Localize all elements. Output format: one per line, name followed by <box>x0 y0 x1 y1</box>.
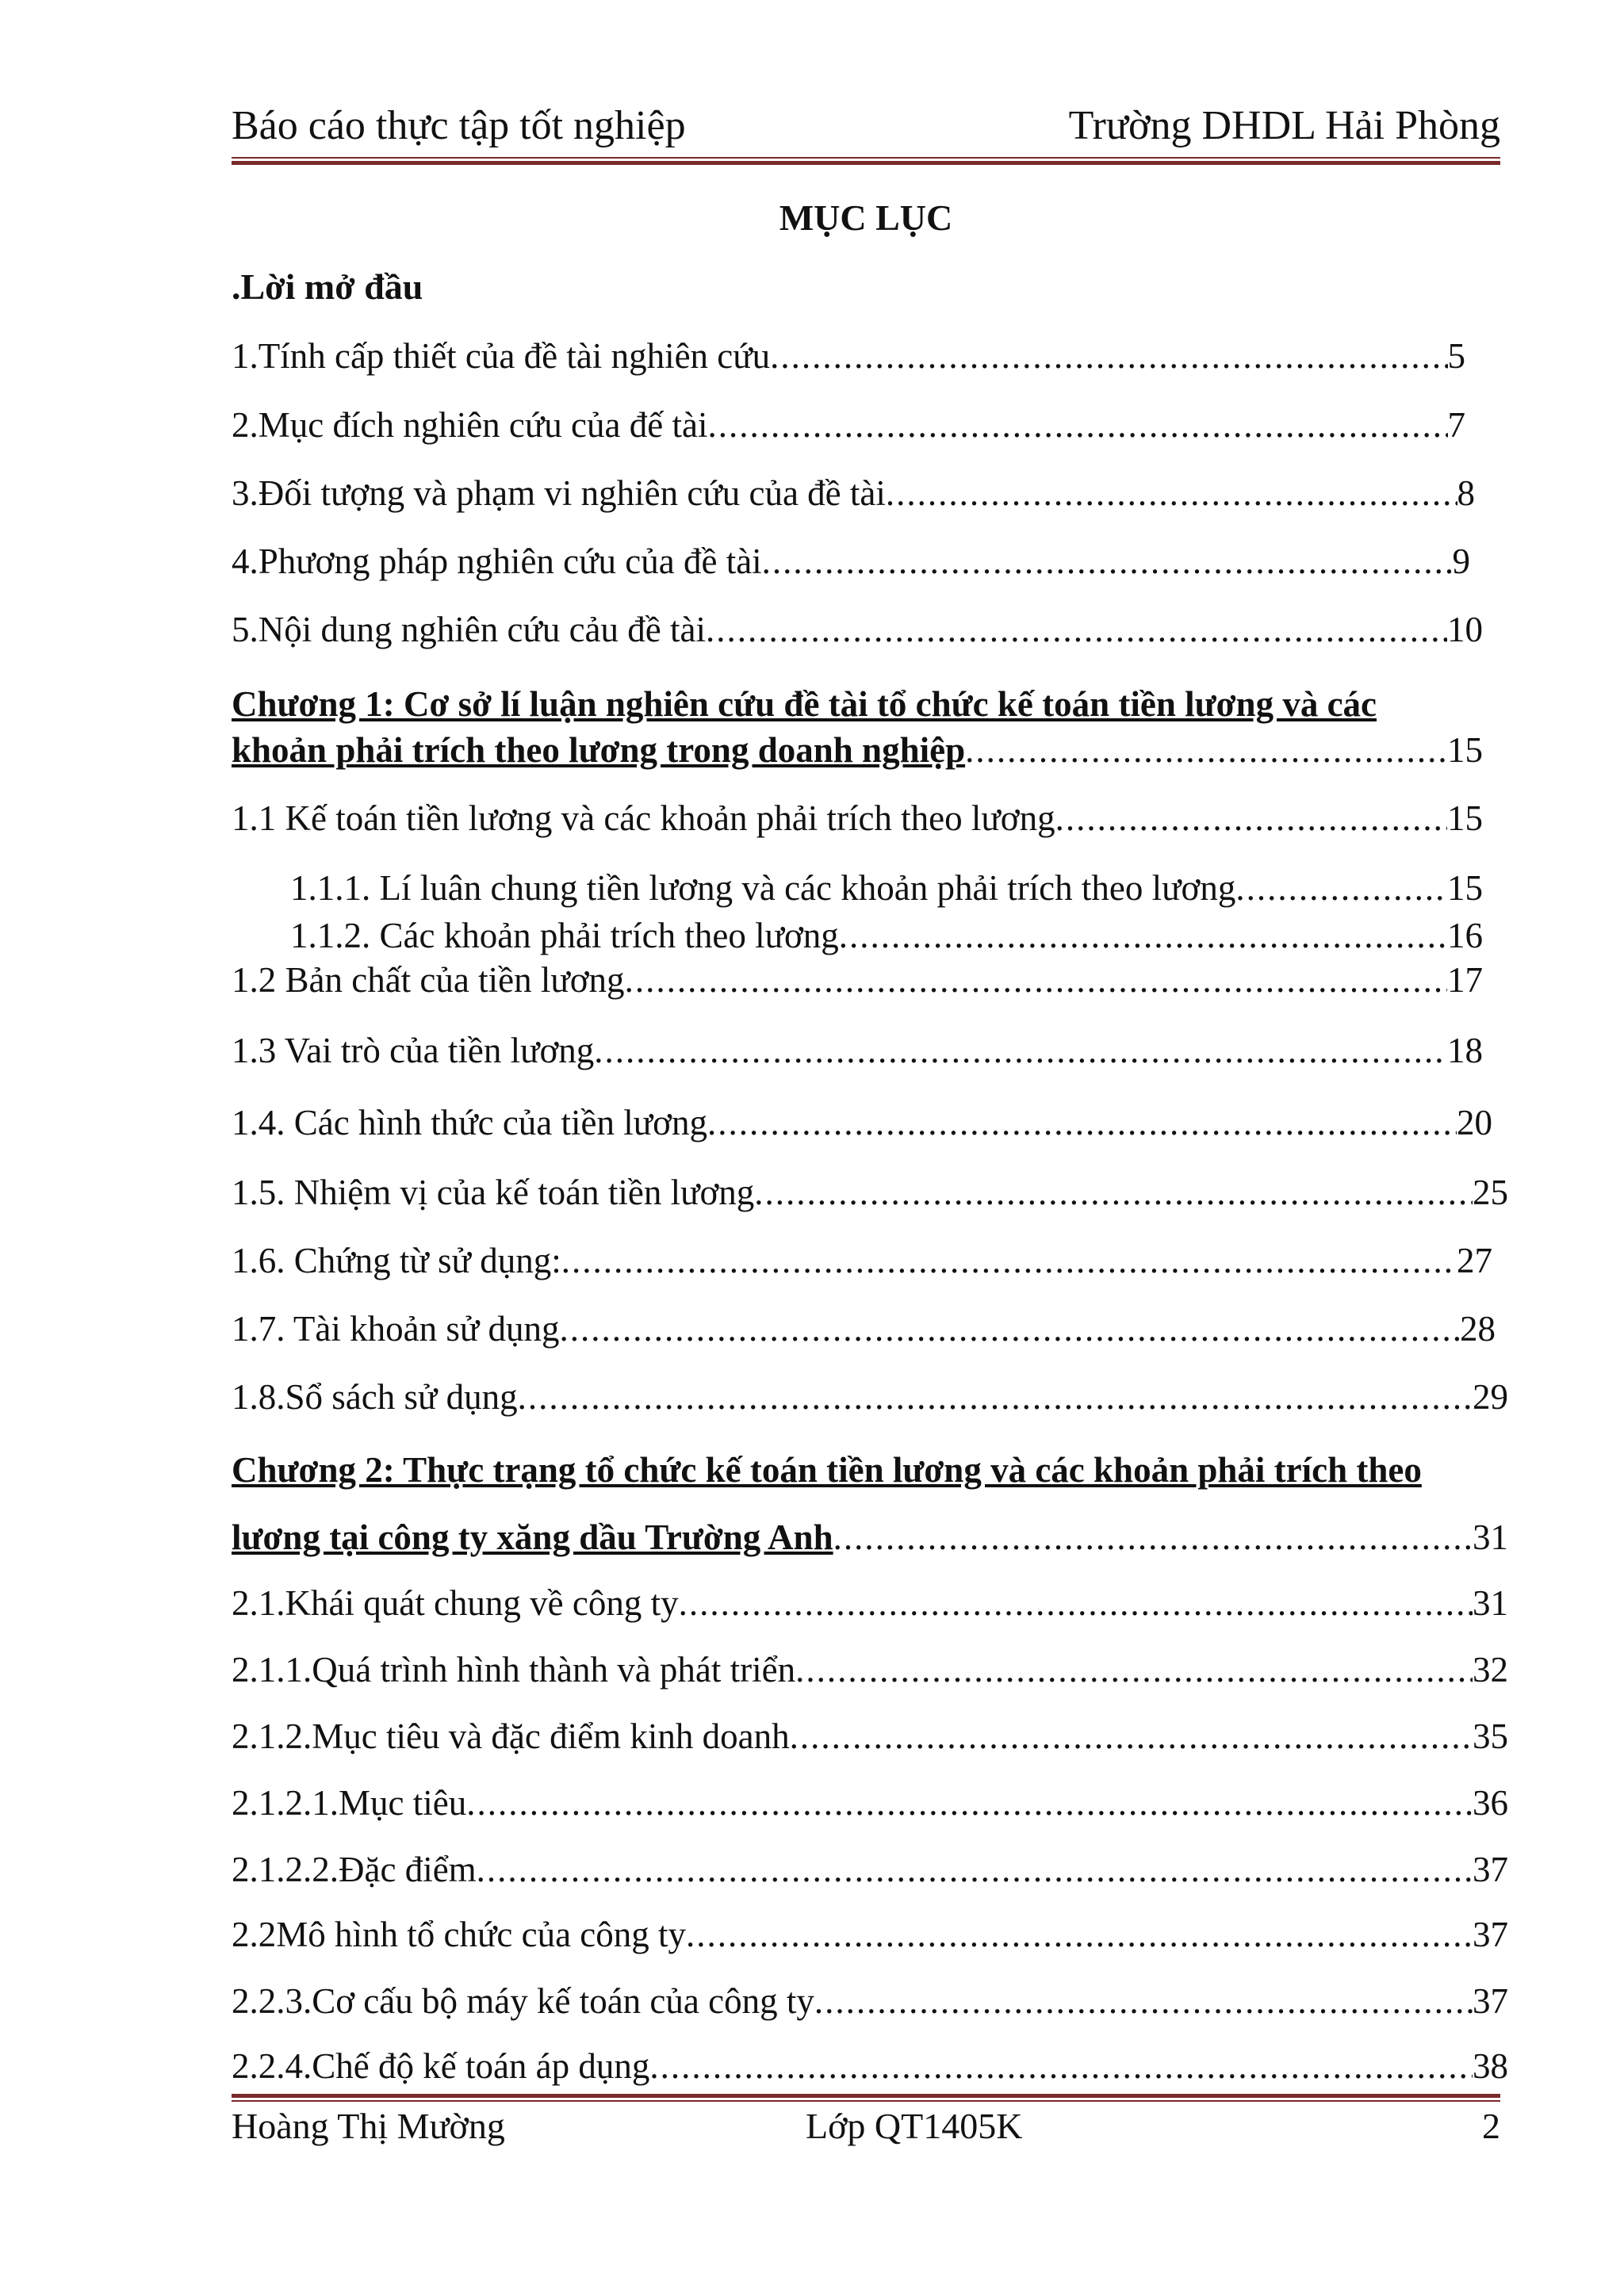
toc-entry-page: 37 <box>1473 1915 1508 1954</box>
header-school-name: Trường DHDL Hải Phòng <box>1068 103 1500 148</box>
toc-entry-label: 2.2.3.Cơ cấu bộ máy kế toán của công ty <box>232 1981 814 2021</box>
chapter-heading-entry <box>232 1517 1508 1558</box>
toc-entry-label: 2.1.Khái quát chung về công ty <box>232 1583 679 1623</box>
toc-leader-dots <box>762 541 1453 582</box>
toc-leader-dots <box>1235 867 1447 909</box>
toc-leader-dots <box>754 1172 1473 1213</box>
toc-leader-dots <box>518 1376 1473 1418</box>
toc-entry-page: 29 <box>1473 1377 1508 1417</box>
header-report-title: Báo cáo thực tập tốt nghiệp <box>232 103 686 148</box>
toc-entry <box>232 1240 1492 1288</box>
toc-entry <box>232 1914 1508 1961</box>
toc-title: MỤC LỤC <box>779 197 953 238</box>
toc-leader-dots <box>561 1240 1457 1281</box>
toc-entry-page: 17 <box>1447 960 1483 1000</box>
toc-entry-page: 37 <box>1473 1850 1508 1889</box>
toc-entry <box>232 798 1483 845</box>
toc-entry <box>232 1308 1496 1356</box>
toc-entry-label: 5.Nội dung nghiên cứu cảu đề tài <box>232 610 706 649</box>
toc-entry-label: 2.2Mô hình tổ chức của công ty <box>232 1915 687 1954</box>
toc-leader-dots <box>790 1716 1473 1757</box>
toc-entry-page: 31 <box>1473 1517 1508 1557</box>
toc-entry-page: 18 <box>1447 1031 1483 1070</box>
toc-leader-dots <box>625 959 1447 1001</box>
toc-entry-page: 32 <box>1473 1650 1508 1689</box>
toc-entry <box>232 541 1470 588</box>
intro-heading: .Lời mở đầu <box>232 266 423 307</box>
toc-leader-dots <box>886 473 1457 514</box>
toc-leader-dots <box>679 1582 1473 1624</box>
toc-entry-label: 1.1.1. Lí luân chung tiền lương và các khoản phải trích theo lương <box>290 868 1236 908</box>
toc-entry-page: 16 <box>1447 916 1483 955</box>
toc-leader-dots <box>466 1782 1473 1823</box>
toc-leader-dots <box>814 1980 1473 2022</box>
footer-rule-thick <box>232 2094 1500 2098</box>
toc-entry <box>232 1849 1508 1896</box>
toc-entry <box>232 1649 1508 1697</box>
chapter-heading-line: lương tại công ty xăng dầu Trường Anh <box>232 1517 833 1557</box>
page-header <box>232 94 1500 157</box>
toc-entry-page: 27 <box>1457 1241 1492 1280</box>
toc-entry-label: 1.7. Tài khoản sử dụng <box>232 1309 560 1349</box>
toc-entry-label: 2.1.2.Mục tiêu và đặc điểm kinh doanh <box>232 1716 790 1756</box>
toc-entry-label: 2.Mục đích nghiên cứu của đế tài <box>232 405 708 445</box>
toc-entry-page: 35 <box>1473 1716 1508 1756</box>
toc-entry <box>232 1582 1508 1630</box>
toc-entry-page: 7 <box>1447 405 1465 445</box>
toc-entry-page: 9 <box>1452 541 1470 581</box>
toc-entry <box>232 1376 1508 1424</box>
toc-leader-dots <box>833 1517 1473 1558</box>
page-footer <box>232 2105 1500 2160</box>
toc-leader-dots <box>594 1030 1447 1071</box>
toc-entry-label: 1.Tính cấp thiết của đề tài nghiên cứu <box>232 336 771 376</box>
chapter-heading-entry <box>232 729 1483 771</box>
header-rule-thick <box>232 161 1500 165</box>
chapter-heading-line: Chương 1: Cơ sở lí luận nghiên cứu đề tài tổ chức kế toán tiền lương và các <box>232 684 1377 724</box>
toc-entry <box>290 915 1483 962</box>
toc-entry <box>232 959 1483 1007</box>
toc-entry-page: 37 <box>1473 1981 1508 2021</box>
toc-leader-dots <box>477 1849 1473 1890</box>
toc-entry-page: 10 <box>1447 610 1483 649</box>
toc-leader-dots <box>707 404 1447 446</box>
toc-entry-page: 15 <box>1447 868 1483 908</box>
footer-class-name: Lớp QT1405K <box>806 2106 1023 2146</box>
toc-entry-page: 25 <box>1473 1173 1508 1212</box>
chapter-heading-line: Chương 2: Thực trạng tổ chức kế toán tiền lương và các khoản phải trích theo <box>232 1450 1422 1490</box>
toc-entry-label: 1.1 Kế toán tiền lương và các khoản phải trích theo lương <box>232 798 1055 838</box>
toc-leader-dots <box>706 609 1447 650</box>
footer-author-name: Hoàng Thị Mường <box>232 2106 505 2146</box>
toc-entry <box>232 609 1483 656</box>
toc-entry <box>232 1716 1508 1763</box>
toc-entry-label: 1.6. Chứng từ sử dụng: <box>232 1241 561 1280</box>
toc-entry <box>232 473 1475 520</box>
toc-entry-label: 1.1.2. Các khoản phải trích theo lương <box>290 916 839 955</box>
toc-entry-page: 36 <box>1473 1783 1508 1823</box>
toc-leader-dots <box>649 2045 1473 2087</box>
toc-entry <box>232 1782 1508 1830</box>
toc-entry-label: 2.1.2.1.Mục tiêu <box>232 1783 467 1823</box>
toc-leader-dots <box>707 1102 1457 1143</box>
toc-entry-label: 4.Phương pháp nghiên cứu của đề tài <box>232 541 762 581</box>
toc-entry-label: 1.5. Nhiệm vị của kế toán tiền lương <box>232 1173 755 1212</box>
toc-entry-page: 8 <box>1457 473 1475 513</box>
toc-entry-page: 38 <box>1473 2046 1508 2086</box>
toc-entry <box>290 867 1483 915</box>
footer-rule-thin <box>232 2100 1500 2102</box>
toc-entry-page: 28 <box>1460 1309 1496 1349</box>
toc-entry-label: 1.4. Các hình thức của tiền lương <box>232 1103 707 1142</box>
toc-entry-label: 2.1.1.Quá trình hình thành và phát triển <box>232 1650 796 1689</box>
toc-entry-page: 15 <box>1447 730 1483 770</box>
toc-leader-dots <box>965 729 1447 771</box>
toc-entry <box>232 1102 1492 1150</box>
toc-entry-page: 31 <box>1473 1583 1508 1623</box>
toc-leader-dots <box>1055 798 1447 839</box>
toc-entry <box>232 1030 1483 1077</box>
toc-leader-dots <box>770 335 1447 377</box>
toc-entry-page: 20 <box>1457 1103 1492 1142</box>
toc-leader-dots <box>686 1914 1473 1955</box>
toc-entry <box>232 2045 1508 2093</box>
toc-entry-label: 2.1.2.2.Đặc điểm <box>232 1850 477 1889</box>
toc-leader-dots <box>839 915 1447 956</box>
toc-entry-page: 5 <box>1447 336 1465 376</box>
toc-entry-label: 1.2 Bản chất của tiền lương <box>232 960 625 1000</box>
toc-entry-page: 15 <box>1447 798 1483 838</box>
chapter-heading-line: khoản phải trích theo lương trong doanh nghiệp <box>232 730 966 770</box>
toc-entry <box>232 1980 1508 2028</box>
toc-entry <box>232 1172 1508 1219</box>
toc-leader-dots <box>560 1308 1460 1349</box>
toc-entry-label: 3.Đối tượng và phạm vi nghiên cứu của đề tài <box>232 473 886 513</box>
toc-entry-label: 1.8.Sổ sách sử dụng <box>232 1377 518 1417</box>
toc-entry-label: 1.3 Vai trò của tiền lương <box>232 1031 595 1070</box>
toc-entry <box>232 404 1465 452</box>
footer-page-number: 2 <box>1482 2106 1500 2146</box>
toc-leader-dots <box>795 1649 1473 1690</box>
header-rule-thin <box>232 157 1500 159</box>
toc-entry <box>232 335 1465 383</box>
toc-entry-label: 2.2.4.Chế độ kế toán áp dụng <box>232 2046 650 2086</box>
